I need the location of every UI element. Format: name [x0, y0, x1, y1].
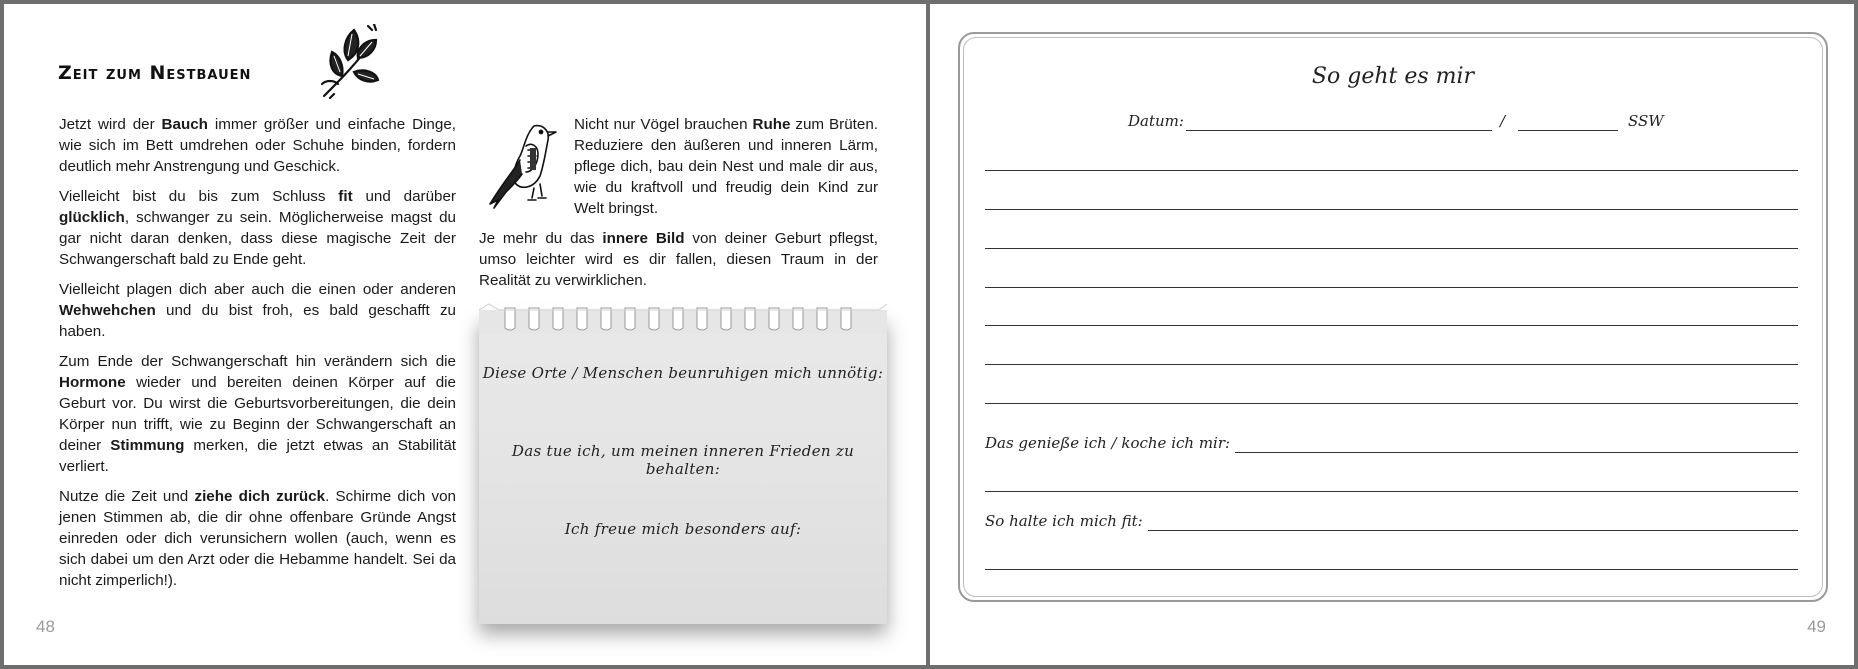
paragraph: Zum Ende der Schwangerschaft hin verändern sich die Hormone wieder und bereiten deinen Körper auf die Geburt vor. Du wirst die Geburtsvorbereitungen, die dein Körper nun trifft, wie zu Beginn der Schwangerschaft an deiner Stimmung merken, die jetzt etwas an Stabilität verliert. [59, 353, 456, 475]
paragraph: Nutze die Zeit und ziehe dich zurück. Schirme dich von jenen Stimmen ab, die dir ohne offenbare Gründe Angst einreden oder dich verunsichern wollen (auch, wenn es sich dabei um den Arzt oder die Hebamme handelt. Sei da nicht zimperlich!). [59, 488, 456, 589]
page-number: 49 [1807, 617, 1826, 636]
paragraph: Jetzt wird der Bauch immer größer und einfache Dinge, wie sich im Bett umdrehen oder Schuhe binden, fordern deutlich mehr Anstrengung und Geschick. [59, 116, 456, 175]
emphasis: innere Bild [602, 230, 685, 247]
writing-line[interactable] [985, 170, 1798, 171]
emphasis: fit [338, 188, 353, 205]
writing-line[interactable] [985, 364, 1798, 365]
writing-line[interactable] [985, 491, 1798, 492]
paragraph: Vielleicht plagen dich aber auch die einen oder anderen Wehwehchen und du bist froh, es bald geschafft zu haben. [59, 281, 456, 340]
leaf-branch-icon [314, 24, 386, 102]
date-row [960, 110, 1826, 134]
paragraph: Nicht nur Vögel brauchen Ruhe zum Brüten. Reduziere den äußeren und inneren Lärm, pflege dich, bau dein Nest und male dir aus, wie du kraftvoll und freudig dein Kind zur Welt bringst. [574, 116, 878, 217]
emphasis: Ruhe [752, 116, 791, 133]
fit-input-line[interactable] [1148, 530, 1798, 531]
bird-paragraph [574, 114, 878, 219]
main-text-column [59, 114, 456, 600]
spiral-binding [479, 298, 887, 334]
date-label: Datum: [1128, 112, 1184, 130]
writing-line[interactable] [985, 569, 1798, 570]
right-page [930, 4, 1854, 665]
emphasis: Bauch [161, 116, 208, 133]
enjoy-input-line[interactable] [1235, 452, 1798, 453]
emphasis: glücklich [59, 209, 125, 226]
paragraph: Je mehr du das innere Bild von deiner Geburt pflegst, umso leichter wird es dir fallen, diesen Traum in der Realität zu verwirklichen. [479, 230, 878, 289]
inner-image-paragraph [479, 228, 878, 291]
notepad-line-2: Das tue ich, um meinen inneren Frieden zu behalten: [511, 442, 855, 478]
writing-line[interactable] [985, 248, 1798, 249]
emphasis: Wehwehchen [59, 302, 156, 319]
notepad-line-1: Diese Orte / Menschen beunruhigen mich unnötig: [482, 364, 884, 382]
paragraph: Vielleicht bist du bis zum Schluss fit und darüber glücklich, schwanger zu sein. Möglicherweise magst du gar nicht daran denken, dass diese magische Zeit der Schwangerschaft bald zu Ende geht. [59, 188, 456, 268]
date-input-line[interactable] [1186, 130, 1492, 131]
ssw-input-line[interactable] [1518, 130, 1618, 131]
left-page [4, 4, 926, 665]
page-number: 48 [36, 617, 55, 636]
date-separator: / [1500, 112, 1506, 130]
page-title: Zeit zum Nestbauen [58, 62, 252, 84]
form-title: So geht es mir [1311, 64, 1475, 89]
notepad-line-3: Ich freue mich besonders auf: [564, 520, 802, 538]
writing-line[interactable] [985, 209, 1798, 210]
notepad [479, 298, 887, 628]
emphasis: Hormone [59, 374, 126, 391]
writing-line[interactable] [985, 403, 1798, 404]
enjoy-label: Das genieße ich / koche ich mir: [985, 434, 1231, 452]
journal-form [958, 32, 1828, 602]
emphasis: Stimmung [110, 437, 185, 454]
fit-label: So halte ich mich fit: [985, 512, 1143, 530]
writing-line[interactable] [985, 325, 1798, 326]
writing-line[interactable] [985, 287, 1798, 288]
ssw-label: SSW [1628, 112, 1664, 130]
emphasis: ziehe dich zurück [194, 488, 326, 505]
bird-illustration-icon [484, 120, 564, 210]
